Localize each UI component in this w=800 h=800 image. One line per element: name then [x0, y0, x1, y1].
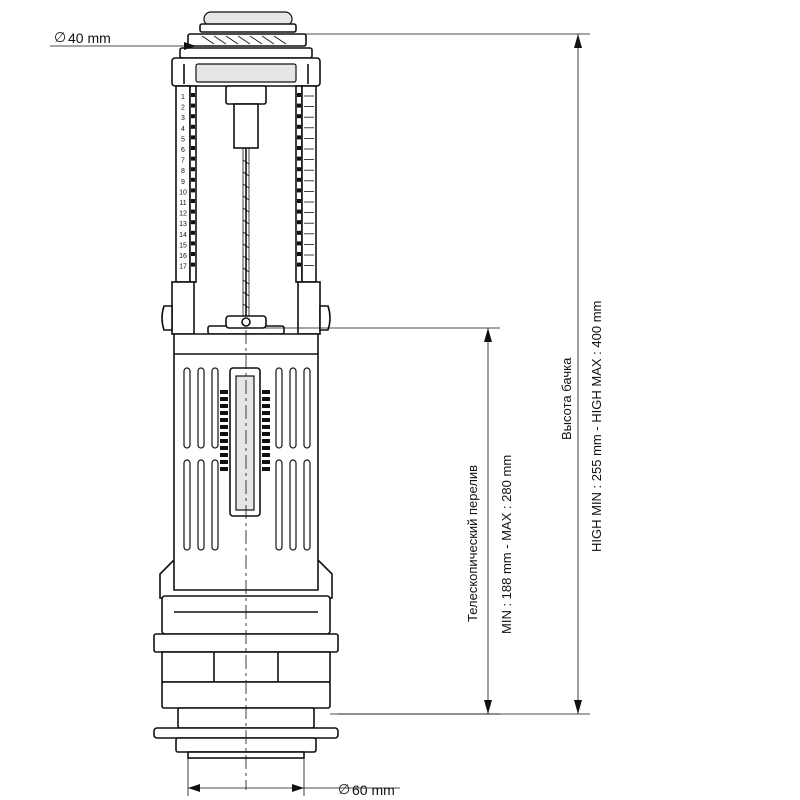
bottom-diameter-label: 60 mm — [352, 782, 395, 798]
ladder-mark — [220, 390, 228, 394]
overflow-title: Телескопический перелив — [465, 464, 480, 622]
top-diameter-label: 40 mm — [68, 30, 111, 46]
scale-number: 12 — [179, 210, 187, 218]
ladder-mark — [220, 467, 228, 471]
upper-head — [172, 58, 320, 86]
ladder-mark — [262, 467, 270, 471]
top-diameter-dimension — [50, 29, 196, 50]
scale-number: 6 — [181, 147, 185, 154]
ladder-mark — [262, 390, 270, 394]
scale-tick — [297, 210, 301, 214]
scale-tick — [297, 114, 301, 118]
cage-slot — [212, 460, 218, 550]
scale-number: 11 — [179, 200, 187, 207]
ladder-mark — [220, 453, 228, 457]
ladder-mark — [220, 425, 228, 429]
scale-number: 10 — [179, 189, 187, 197]
scale-number: 5 — [181, 136, 185, 144]
scale-tick — [297, 104, 301, 108]
scale-tick — [297, 146, 301, 150]
scale-tick — [191, 231, 195, 235]
scale-tick — [297, 157, 301, 161]
ladder-mark — [262, 460, 270, 464]
scale-number: 7 — [181, 157, 185, 165]
cage-slot — [198, 460, 204, 550]
scale-tick — [297, 263, 301, 267]
bottom-diameter-symbol: ∅ — [338, 781, 351, 797]
scale-tick — [297, 135, 301, 139]
scale-tick — [191, 125, 195, 129]
tank-title: Высота бачка — [559, 357, 574, 440]
scale-tick — [191, 146, 195, 150]
cage-slot — [304, 460, 310, 550]
scale-number: 13 — [179, 221, 187, 229]
tank-height-dimension — [298, 34, 604, 714]
push-button — [180, 12, 312, 58]
scale-tick — [297, 93, 301, 97]
scale-tick — [297, 241, 301, 245]
scale-tick — [191, 114, 195, 118]
ladder-mark — [220, 432, 228, 436]
ladder-mark — [262, 397, 270, 401]
tank-range: HIGH MIN : 255 mm - HIGH MAX : 400 mm — [589, 300, 604, 552]
scale-number: 14 — [179, 231, 187, 239]
scale-tick — [297, 252, 301, 256]
scale-tick — [297, 188, 301, 192]
scale-tick — [191, 157, 195, 161]
ladder-mark — [262, 453, 270, 457]
ladder-mark — [220, 418, 228, 422]
scale-tick — [297, 167, 301, 171]
ladder-mark — [262, 446, 270, 450]
scale-tick — [191, 188, 195, 192]
scale-number: 9 — [181, 178, 185, 186]
bottom-diameter-dimension — [188, 758, 400, 798]
scale-number: 17 — [179, 263, 187, 271]
cage-slot — [304, 368, 310, 448]
scale-tick — [297, 178, 301, 182]
ladder-mark — [262, 418, 270, 422]
scale-number: 15 — [179, 242, 187, 250]
ladder-mark — [220, 446, 228, 450]
scale-number: 2 — [181, 104, 185, 112]
scale-number: 4 — [181, 125, 185, 133]
scale-tick — [191, 263, 195, 267]
ladder-mark — [220, 439, 228, 443]
scale-number: 16 — [179, 253, 187, 260]
left-rail — [176, 86, 196, 282]
scale-tick — [191, 135, 195, 139]
scale-tick — [297, 231, 301, 235]
scale-number: 1 — [181, 94, 185, 101]
ladder-mark — [262, 439, 270, 443]
cage-slot — [212, 368, 218, 448]
cage-slot — [198, 368, 204, 448]
cage-slot — [290, 368, 296, 448]
scale-tick — [191, 220, 195, 224]
scale-tick — [191, 178, 195, 182]
scale-tick — [191, 210, 195, 214]
ladder-mark — [262, 432, 270, 436]
top-diameter-symbol: ∅ — [54, 29, 67, 45]
scale-tick — [297, 220, 301, 224]
ladder-mark — [262, 425, 270, 429]
scale-tick — [191, 199, 195, 203]
cage-slot — [290, 460, 296, 550]
overflow-range: MIN : 188 mm - MAX : 280 mm — [499, 454, 514, 634]
scale-tick — [191, 93, 195, 97]
scale-tick — [297, 125, 301, 129]
cage-slot — [276, 460, 282, 550]
scale-tick — [191, 167, 195, 171]
scale-tick — [297, 199, 301, 203]
cage-slot — [184, 460, 190, 550]
scale-tick — [191, 252, 195, 256]
cage-slot — [184, 368, 190, 448]
ladder-mark — [220, 460, 228, 464]
ladder-mark — [220, 397, 228, 401]
scale-tick — [191, 241, 195, 245]
ladder-mark — [262, 411, 270, 415]
central-rod — [226, 86, 266, 318]
cage-slot — [276, 368, 282, 448]
scale-number: 3 — [181, 115, 185, 123]
scale-tick — [191, 104, 195, 108]
right-rail — [296, 86, 316, 282]
ladder-mark — [220, 404, 228, 408]
scale-number: 8 — [181, 168, 185, 176]
ladder-mark — [220, 411, 228, 415]
ladder-mark — [262, 404, 270, 408]
